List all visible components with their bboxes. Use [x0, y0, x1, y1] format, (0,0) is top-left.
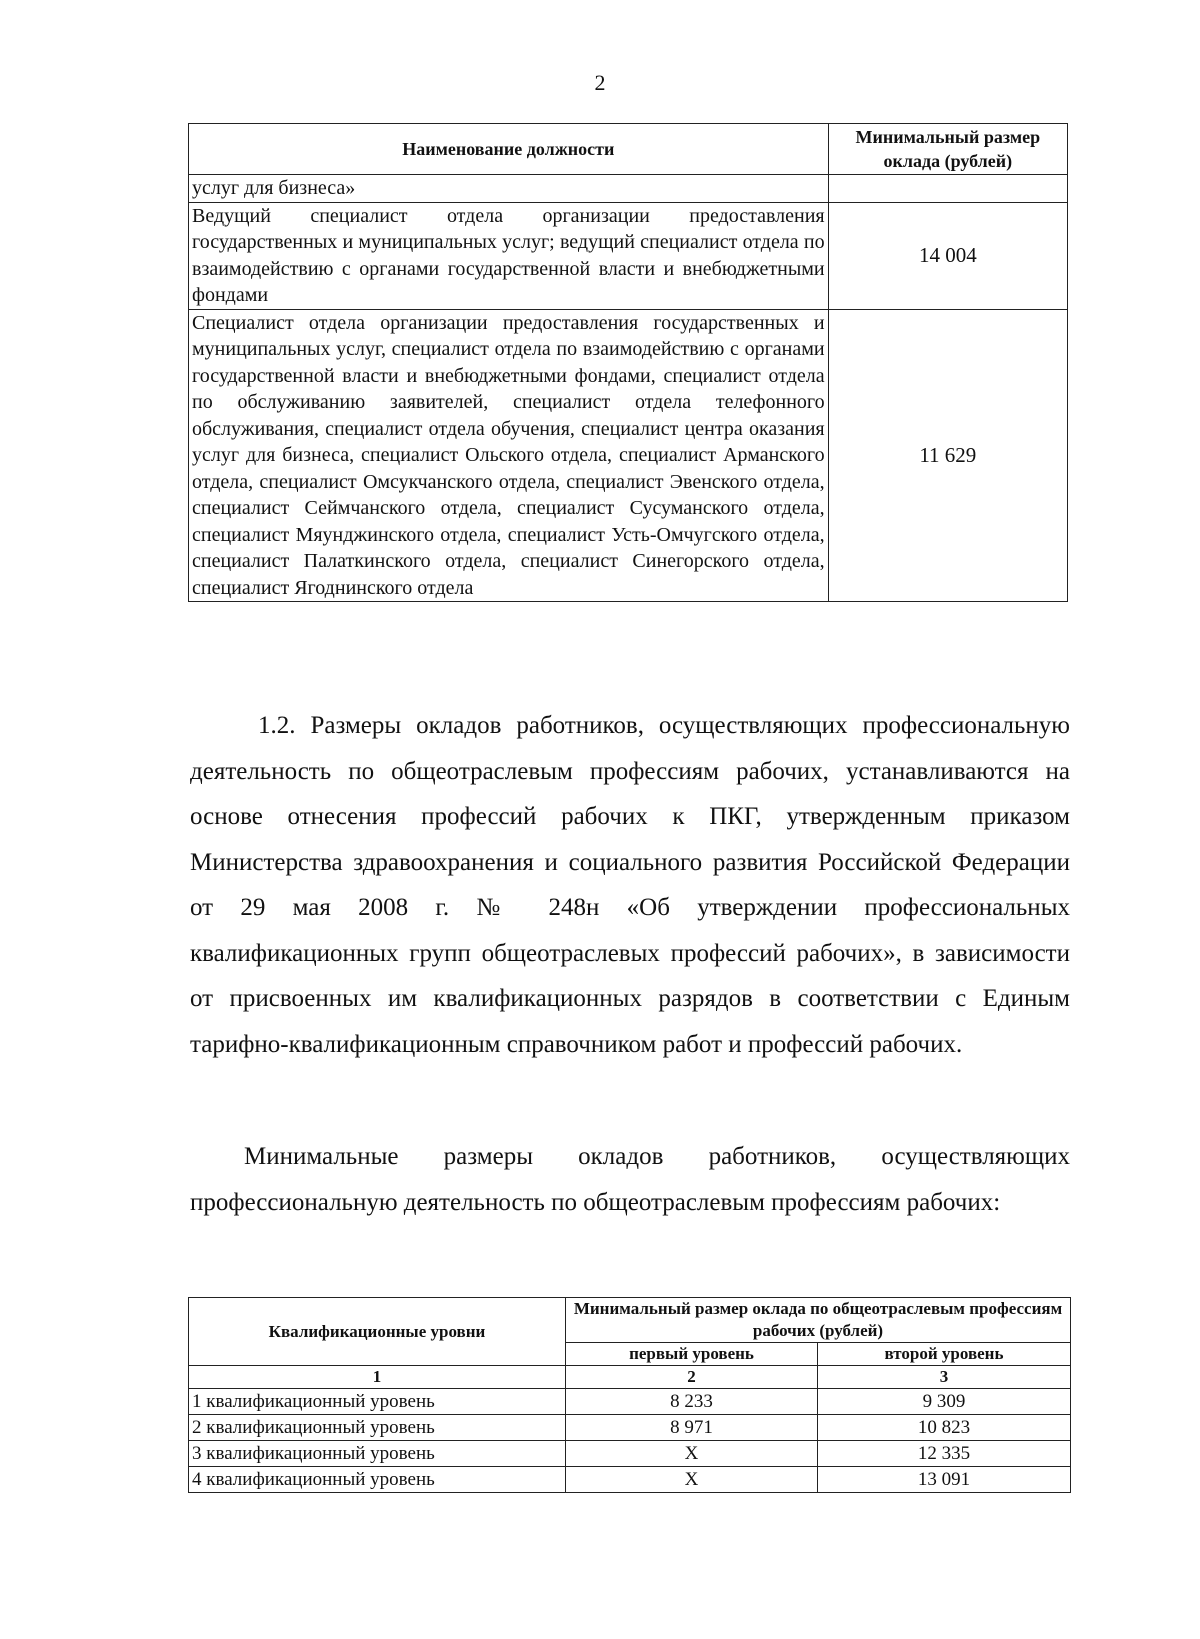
table-row [189, 1467, 1071, 1493]
header-min-salary-workers: Минимальный размер оклада по общеотраслевым профессиям рабочих (рублей) [566, 1298, 1071, 1343]
table-row [189, 202, 1068, 309]
second-level-salary-cell: 9 309 [818, 1389, 1071, 1415]
level-cell: 4 квалификационный уровень [189, 1467, 566, 1493]
column-number: 1 [189, 1366, 566, 1389]
table-header-row [189, 124, 1068, 175]
table-row [189, 1389, 1071, 1415]
first-level-salary-cell: Х [566, 1467, 818, 1493]
header-second-level: второй уровень [818, 1343, 1071, 1366]
position-name-cell: Ведущий специалист отдела организации предоставления государственных и муниципальных услуг; ведущий специалист отдела по взаимодействию с органами государственной власти и внебюджетными фондами [189, 202, 829, 309]
header-qualification-levels: Квалификационные уровни [189, 1298, 566, 1366]
qualification-levels-table [188, 1297, 1071, 1493]
first-level-salary-cell: Х [566, 1441, 818, 1467]
second-level-salary-cell: 12 335 [818, 1441, 1071, 1467]
column-number: 3 [818, 1366, 1071, 1389]
table-header-row [189, 1298, 1071, 1343]
level-cell: 2 квалификационный уровень [189, 1415, 566, 1441]
header-min-salary: Минимальный размер оклада (рублей) [828, 124, 1067, 175]
first-level-salary-cell: 8 971 [566, 1415, 818, 1441]
salary-cell [828, 175, 1067, 203]
second-level-salary-cell: 13 091 [818, 1467, 1071, 1493]
column-number-row [189, 1366, 1071, 1389]
table-row [189, 309, 1068, 602]
first-level-salary-cell: 8 233 [566, 1389, 818, 1415]
table-row [189, 175, 1068, 203]
table-row [189, 1415, 1071, 1441]
positions-salary-table [188, 123, 1068, 602]
column-number: 2 [566, 1366, 818, 1389]
position-name-cell: Специалист отдела организации предоставления государственных и муниципальных услуг, специалист отдела по взаимодействию с органами государственной власти и внебюджетными фондами, специалист отдела по обслуживанию заявителей, специалист отдела телефонного обслуживания, специалист отдела обучения, специалист центра оказания услуг для бизнеса, специалист Ольского отдела, специалист Арманского отдела, специалист Омсукчанского отдела, специалист Эвенского отдела, специалист Сеймчанского отдела, специалист Сусуманского отдела, специалист Мяунджинского отдела, специалист Усть-Омчугского отдела, специалист Палаткинского отдела, специалист Синегорского отдела, специалист Ягоднинского отдела [189, 309, 829, 602]
level-cell: 3 квалификационный уровень [189, 1441, 566, 1467]
position-name-cell: услуг для бизнеса» [189, 175, 829, 203]
paragraph-1-2: 1.2. Размеры окладов работников, осуществляющих профессиональную деятельность по общеотраслевым профессиям рабочих, устанавливаются на основе отнесения профессий рабочих к ПКГ, утвержденным приказом Министерства здравоохранения и социального развития Российской Федерации от 29 мая 2008 г. № 248н «Об утверждении профессиональных квалификационных групп общеотраслевых профессий рабочих», в зависимости от присвоенных им квалификационных разрядов в соответствии с Единым тарифно-квалификационным справочником работ и профессий рабочих. [190, 712, 1070, 1058]
salary-cell: 14 004 [828, 202, 1067, 309]
paragraph-min-salaries-intro: Минимальные размеры окладов работников, осуществляющих профессиональную деятельность по общеотраслевым профессиям рабочих: [190, 1143, 1070, 1216]
header-first-level: первый уровень [566, 1343, 818, 1366]
level-cell: 1 квалификационный уровень [189, 1389, 566, 1415]
salary-cell: 11 629 [828, 309, 1067, 602]
second-level-salary-cell: 10 823 [818, 1415, 1071, 1441]
header-position-name: Наименование должности [189, 124, 829, 175]
table-row [189, 1441, 1071, 1467]
page-number: 2 [594, 70, 606, 95]
